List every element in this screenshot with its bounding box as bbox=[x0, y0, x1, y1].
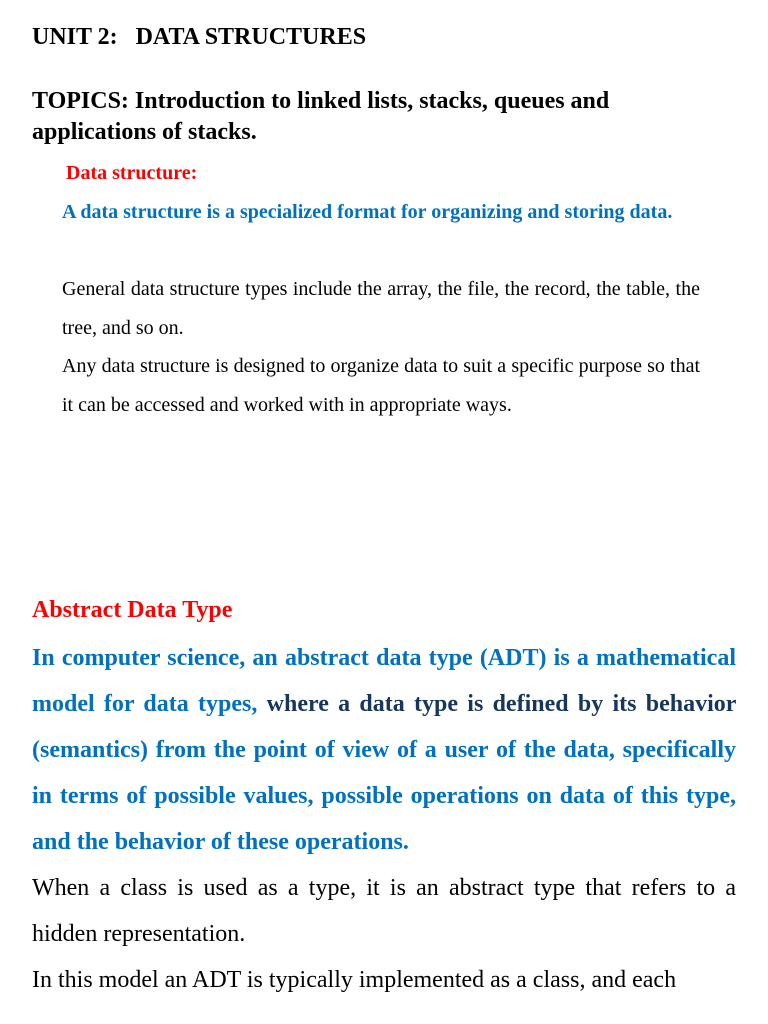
data-structure-general-types: General data structure types include the array, the file, the record, the table, the tree, and so on. bbox=[62, 278, 700, 339]
adt-definition bbox=[32, 635, 736, 865]
adt-definition-part3: (semantics) from the point of view of a user of the data, specifically in terms of possible values, possible operations on data of this type, and the behavior of these operations. bbox=[32, 737, 736, 855]
adt-body bbox=[32, 635, 736, 1003]
adt-definition-emphasis: where a data type is defined by its behavior bbox=[266, 691, 736, 717]
data-structure-purpose: Any data structure is designed to organize data to suit a specific purpose so that it can be accessed and worked with in appropriate ways. bbox=[62, 355, 700, 416]
data-structure-heading: Data structure: bbox=[66, 162, 198, 184]
adt-definition-part1: In computer science, an abstract data type (ADT) is a mathematical model for data types, bbox=[32, 645, 736, 717]
topics-heading: TOPICS: Introduction to linked lists, stacks, queues and applications of stacks. bbox=[32, 88, 610, 145]
adt-heading: Abstract Data Type bbox=[32, 597, 233, 623]
data-structure-definition: A data structure is a specialized format for organizing and storing data. bbox=[62, 201, 673, 223]
unit-title: UNIT 2: DATA STRUCTURES bbox=[32, 24, 367, 50]
adt-class-paragraph: When a class is used as a type, it is an abstract type that refers to a hidden representation. bbox=[32, 875, 736, 947]
adt-model-paragraph: In this model an ADT is typically implemented as a class, and each bbox=[32, 967, 677, 993]
